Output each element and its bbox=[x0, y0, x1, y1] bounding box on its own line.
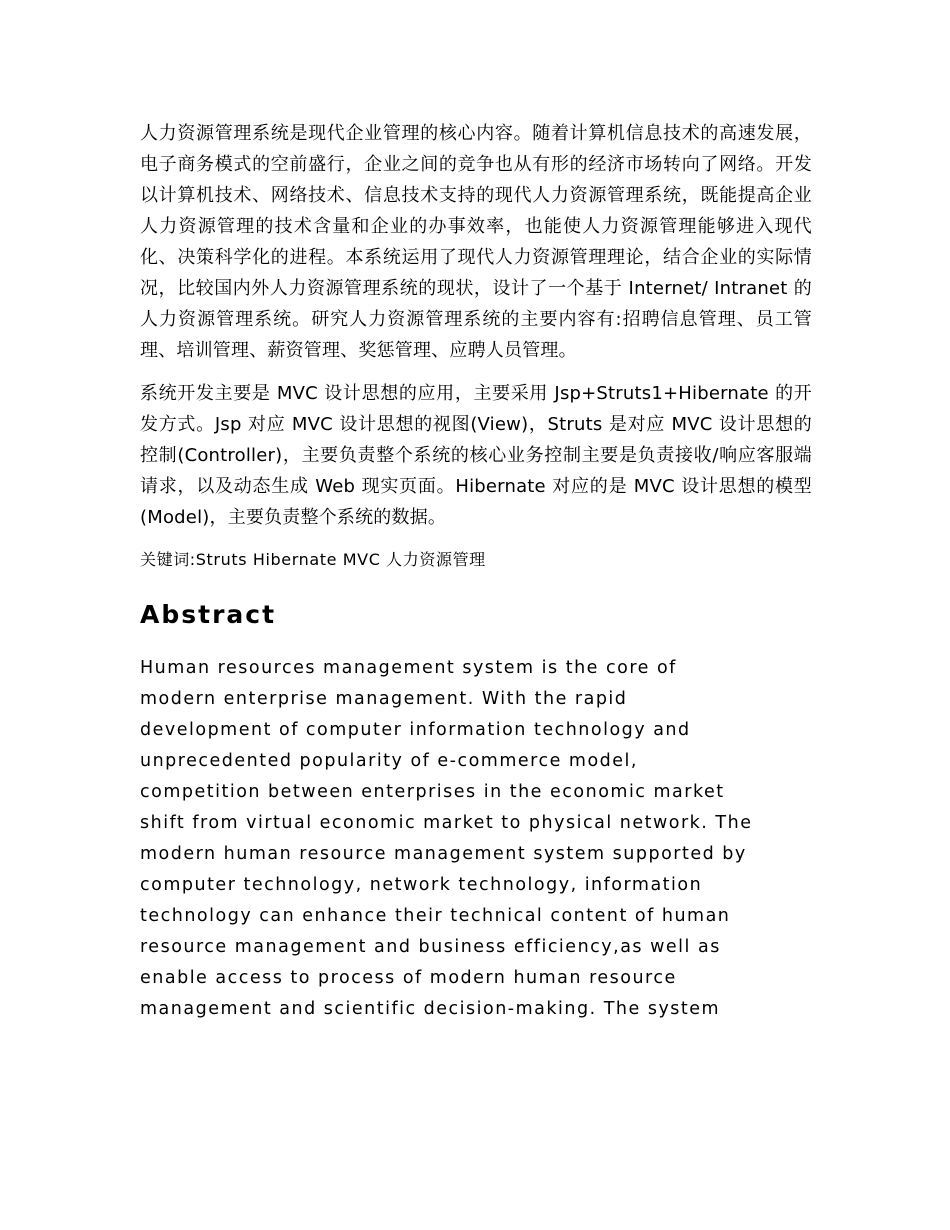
abstract-line: shift from virtual economic market to physical network. The bbox=[140, 813, 753, 833]
abstract-line: modern human resource management system supported by bbox=[140, 844, 747, 864]
english-abstract-paragraph bbox=[140, 653, 820, 1025]
abstract-line: development of computer information technology and bbox=[140, 720, 691, 740]
abstract-line: unprecedented popularity of e-commerce model, bbox=[140, 751, 638, 771]
abstract-line: modern enterprise management. With the rapid bbox=[140, 689, 628, 709]
abstract-line: management and scientific decision-making. The system bbox=[140, 999, 721, 1019]
abstract-line: enable access to process of modern human resource bbox=[140, 968, 677, 988]
abstract-line: technology can enhance their technical content of human bbox=[140, 906, 731, 926]
chinese-abstract-paragraph-2: 系统开发主要是 MVC 设计思想的应用，主要采用 Jsp+Struts1+Hibernate 的开发方式。Jsp 对应 MVC 设计思想的视图(View)，Struts 是对应 MVC 设计思想的控制(Controller)，主要负责整个系统的核心业务控制主要是负责接收/响应客服端请求，以及动态生成 Web 现实页面。Hibernate 对应的是 MVC 设计思想的模型(Model)，主要负责整个系统的数据。 bbox=[140, 383, 812, 528]
abstract-line: computer technology, network technology, information bbox=[140, 875, 703, 895]
abstract-line: competition between enterprises in the economic market bbox=[140, 782, 725, 802]
document-page bbox=[140, 118, 812, 1025]
abstract-line: Human resources management system is the core of bbox=[140, 658, 677, 678]
chinese-abstract-paragraph-1: 人力资源管理系统是现代企业管理的核心内容。随着计算机信息技术的高速发展，电子商务模式的空前盛行，企业之间的竞争也从有形的经济市场转向了网络。开发以计算机技术、网络技术、信息技术支持的现代人力资源管理系统，既能提高企业人力资源管理的技术含量和企业的办事效率，也能使人力资源管理能够进入现代化、决策科学化的进程。本系统运用了现代人力资源管理理论，结合企业的实际情况，比较国内外人力资源管理系统的现状，设计了一个基于 Internet/ Intranet 的人力资源管理系统。研究人力资源管理系统的主要内容有:招聘信息管理、员工管理、培训管理、薪资管理、奖惩管理、应聘人员管理。 bbox=[140, 123, 812, 361]
keywords-line: 关键词:Struts Hibernate MVC 人力资源管理 bbox=[140, 550, 486, 569]
abstract-heading: Abstract bbox=[140, 600, 277, 629]
abstract-line: resource management and business efficiency,as well as bbox=[140, 937, 721, 957]
